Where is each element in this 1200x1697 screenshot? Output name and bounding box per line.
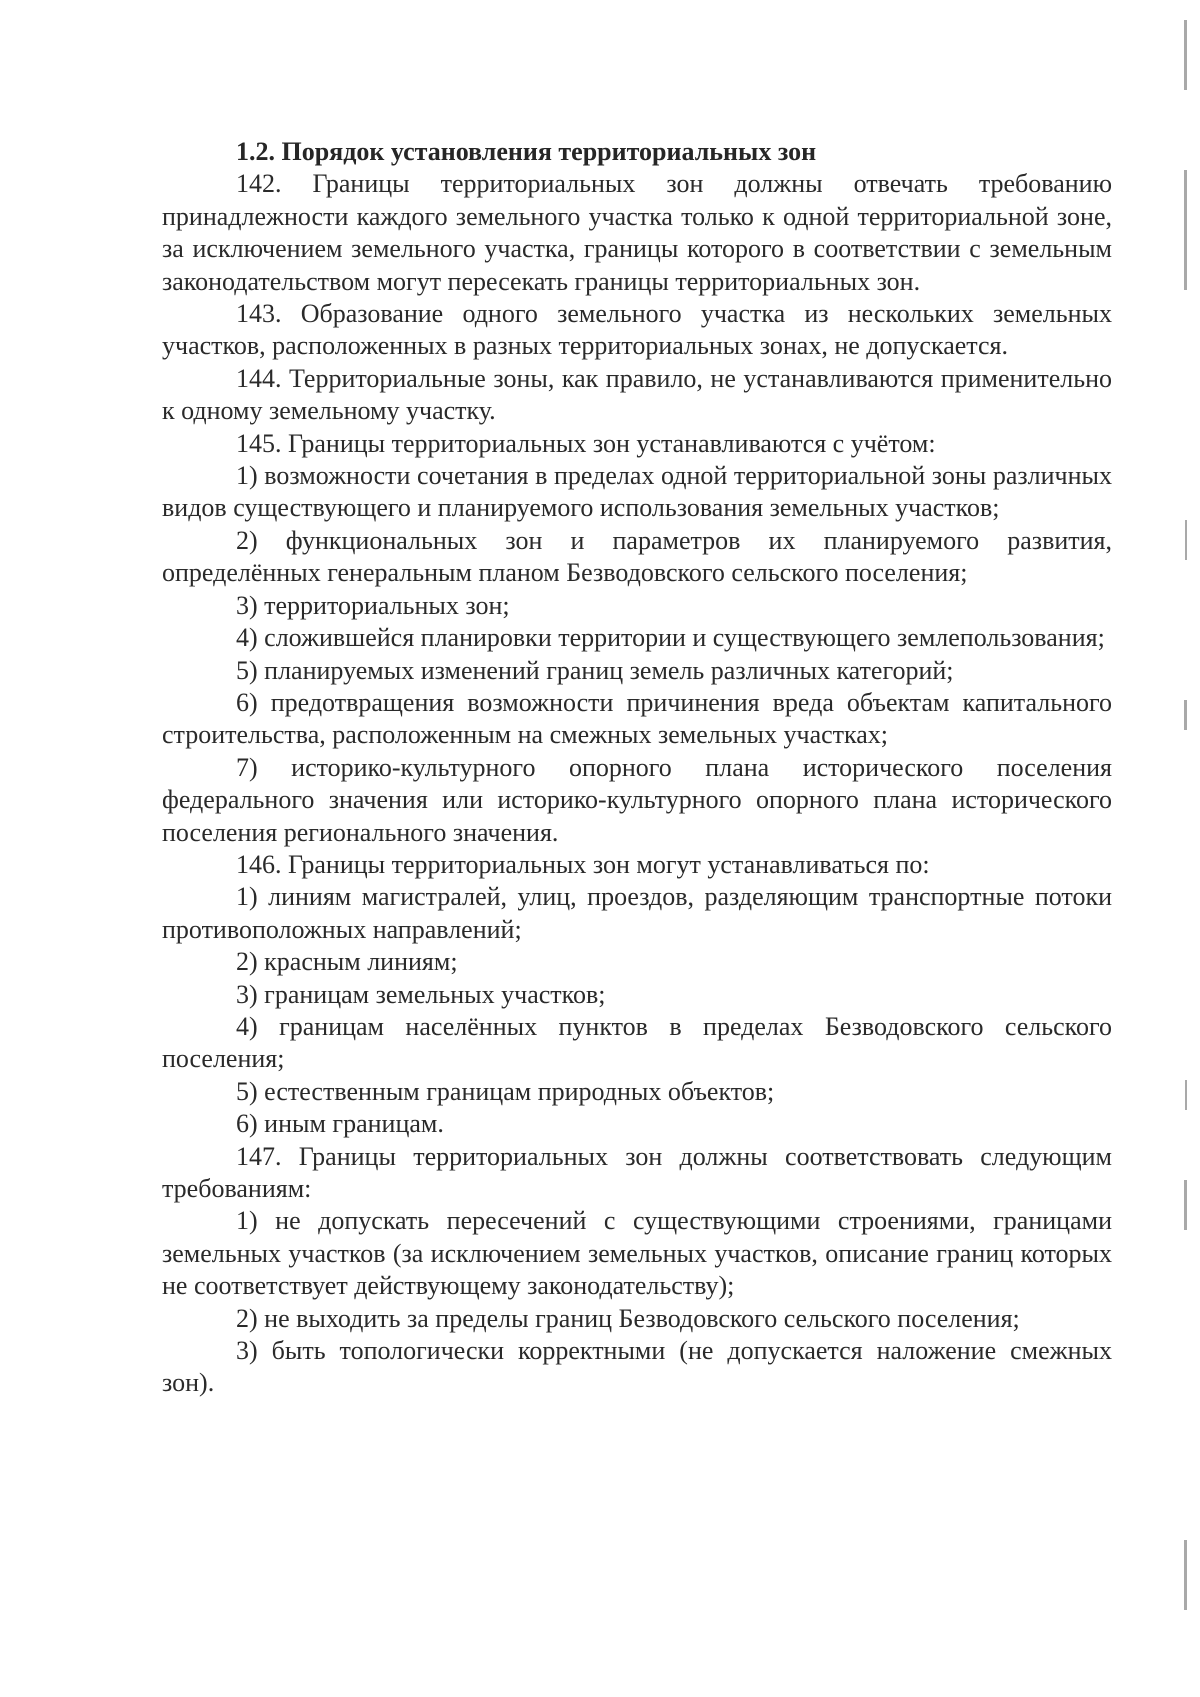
paragraph: 146. Границы территориальных зон могут устанавливаться по: xyxy=(236,849,930,879)
paragraph: 145. Границы территориальных зон устанавливаются с учётом: xyxy=(236,428,936,458)
list-item: 4) сложившейся планировки территории и существующего землепользования; xyxy=(236,623,1105,653)
list-item: 5) естественным границам природных объектов; xyxy=(236,1076,775,1106)
list-item: 2) красным линиям; xyxy=(236,947,458,977)
list-item: 5) планируемых изменений границ земель различных категорий; xyxy=(236,655,954,685)
scan-edge-mark xyxy=(1184,170,1187,290)
scan-edge-mark xyxy=(1184,1180,1187,1230)
scan-edge-mark xyxy=(1184,20,1187,90)
scan-edge-mark xyxy=(1184,700,1187,730)
paragraph: 147. Границы территориальных зон должны соответствовать следующим требованиям: xyxy=(162,1141,1112,1203)
list-item: 3) границам земельных участков; xyxy=(236,979,606,1009)
list-item: 7) историко-культурного опорного плана исторического поселения федерального значения или историко-культурного опорного плана исторического поселения регионального значения. xyxy=(162,752,1112,847)
paragraph: 142. Границы территориальных зон должны отвечать требованию принадлежности каждого земельного участка только к одной территориальной зоне, за исключением земельного участка, границы которого в соответствии с земельным законодательством могут пересекать границы территориальных зон. xyxy=(162,169,1112,296)
section-heading: 1.2. Порядок установления территориальных зон xyxy=(236,137,817,166)
paragraph: 143. Образование одного земельного участка из нескольких земельных участков, расположенных в разных территориальных зонах, не допускается. xyxy=(162,299,1112,361)
document-body xyxy=(162,136,1112,1400)
list-item: 4) границам населённых пунктов в пределах Безводовского сельского поселения; xyxy=(162,1011,1112,1074)
paragraph: 144. Территориальные зоны, как правило, не устанавливаются применительно к одному земельному участку. xyxy=(162,363,1112,426)
list-item: 1) линиям магистралей, улиц, проездов, разделяющим транспортные потоки противоположных направлений; xyxy=(162,882,1112,944)
list-item: 6) иным границам. xyxy=(236,1109,444,1139)
list-item: 2) не выходить за пределы границ Безводовского сельского поселения; xyxy=(236,1303,1020,1333)
list-item: 1) не допускать пересечений с существующими строениями, границами земельных участков (за исключением земельных участков, описание границ которых не соответствует действующему законодательству); xyxy=(162,1206,1112,1301)
list-item: 2) функциональных зон и параметров их планируемого развития, определённых генеральным планом Безводовского сельского поселения; xyxy=(162,525,1112,588)
scan-edge-mark xyxy=(1184,1540,1187,1610)
list-item: 1) возможности сочетания в пределах одной территориальной зоны различных видов существующего и планируемого использования земельных участков; xyxy=(162,461,1112,523)
scan-edge-mark xyxy=(1185,520,1187,560)
list-item: 3) территориальных зон; xyxy=(236,590,510,620)
scan-edge-mark xyxy=(1185,1080,1187,1110)
list-item: 3) быть топологически корректными (не допускается наложение смежных зон). xyxy=(162,1336,1112,1398)
list-item: 6) предотвращения возможности причинения вреда объектам капитального строительства, расположенным на смежных земельных участках; xyxy=(162,687,1112,750)
